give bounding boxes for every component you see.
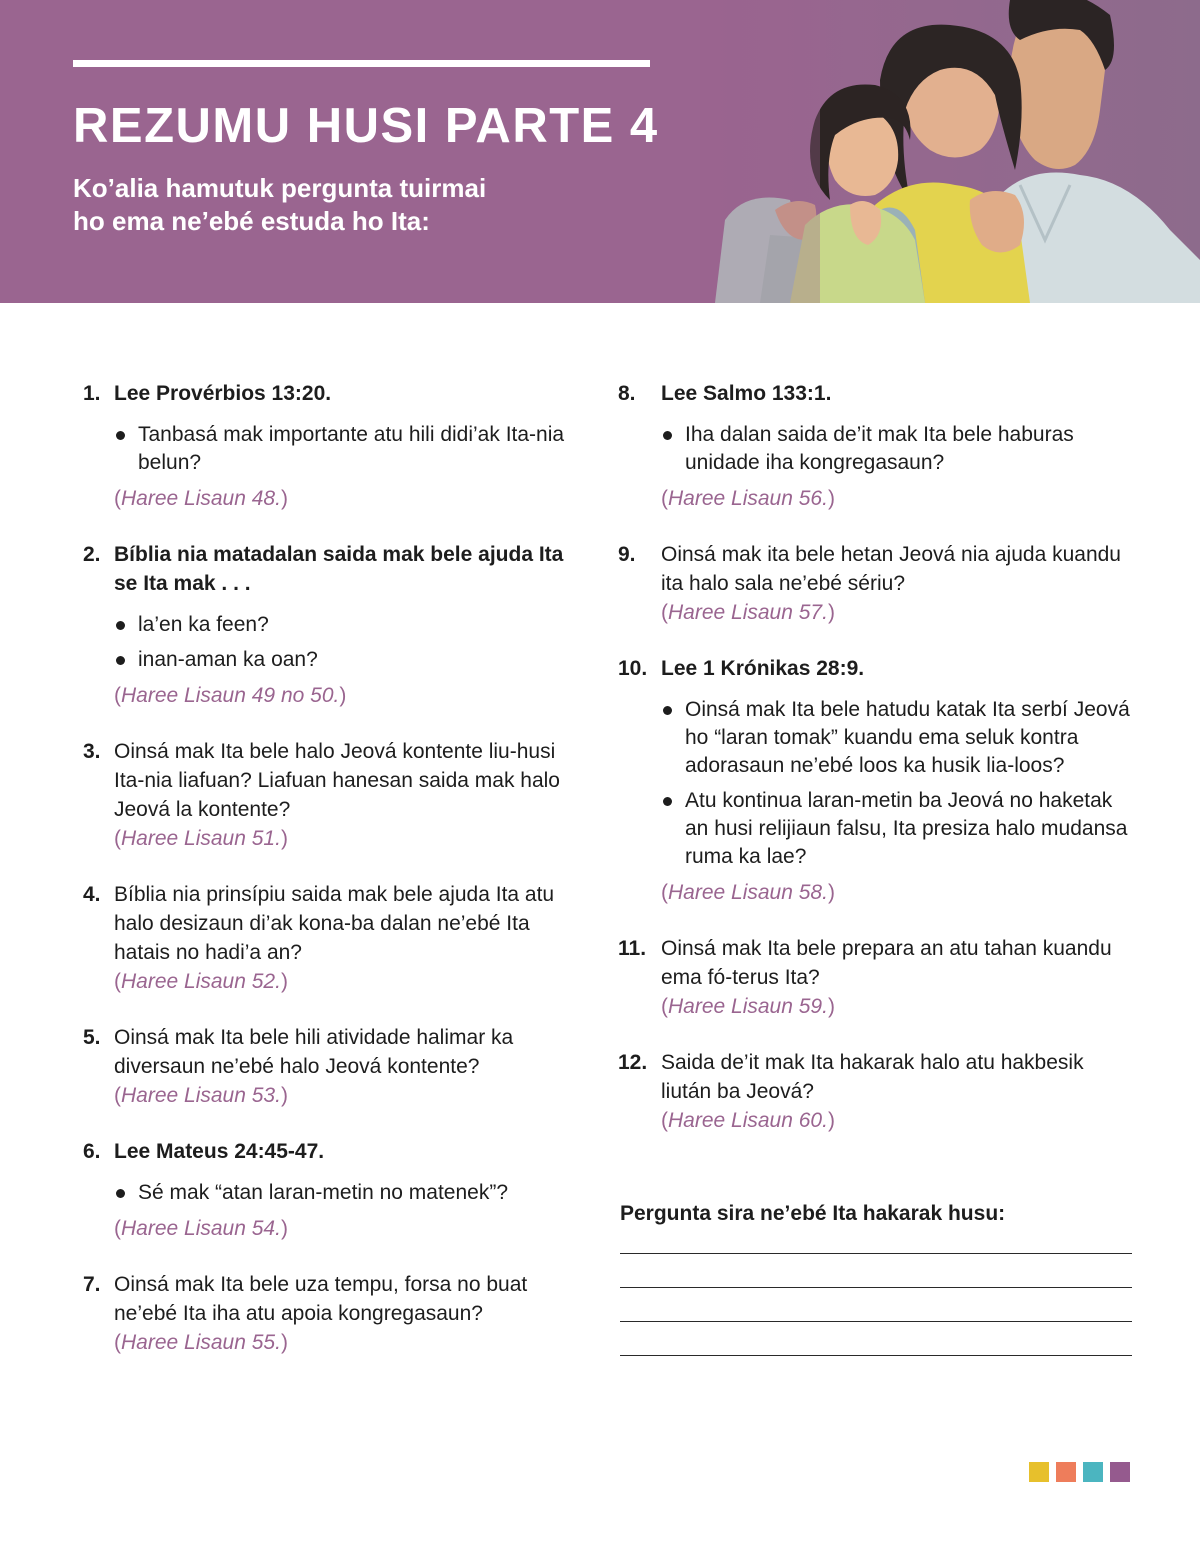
right-column [618, 379, 1138, 1162]
question-number: 10. [618, 657, 648, 680]
lesson-reference [661, 878, 1138, 907]
question-number: 8. [618, 382, 636, 405]
question-item [80, 1270, 580, 1357]
close-paren: ) [827, 1109, 835, 1132]
bullet-text: inan-aman ka oan? [138, 648, 318, 671]
reading-instruction: Lee Mateus 24:45-47. [114, 1140, 325, 1163]
answer-line[interactable] [620, 1321, 1132, 1322]
header-rule [73, 60, 650, 67]
bullet-dot-icon [116, 621, 125, 630]
question-number: 1. [83, 382, 101, 405]
header-banner [0, 0, 1200, 303]
bullet-list [661, 696, 1138, 871]
open-paren: ( [661, 881, 668, 904]
lesson-reference-text: Haree Lisaun 52. [121, 970, 281, 993]
color-squares [1029, 1462, 1130, 1482]
reading-instruction: Bíblia nia matadalan saida mak bele ajuda Ita se Ita mak . . . [114, 543, 564, 595]
open-paren: ( [661, 487, 668, 510]
lesson-reference [114, 824, 580, 853]
subtitle-line: ho ema ne’ebé estuda ho Ita: [73, 206, 430, 236]
bullet-dot-icon [663, 706, 672, 715]
bullet-question [661, 421, 1138, 477]
bullet-dot-icon [663, 797, 672, 806]
lesson-reference-text: Haree Lisaun 56. [668, 487, 828, 510]
answer-line[interactable] [620, 1253, 1132, 1254]
reading-instruction: Lee 1 Krónikas 28:9. [661, 657, 865, 680]
question-item [80, 1137, 580, 1243]
close-paren: ) [827, 487, 835, 510]
bullet-text: la’en ka feen? [138, 613, 269, 636]
family-praying-illustration [700, 0, 1200, 303]
question-number: 6. [83, 1140, 101, 1163]
close-paren: ) [280, 970, 288, 993]
open-paren: ( [114, 1217, 121, 1240]
question-number: 4. [83, 883, 101, 906]
bullet-dot-icon [116, 1189, 125, 1198]
bullet-list [661, 421, 1138, 477]
bullet-question [114, 1179, 580, 1207]
bullet-question [114, 646, 580, 674]
bullet-text: Sé mak “atan laran-metin no matenek”? [138, 1181, 509, 1204]
question-number: 2. [83, 543, 101, 566]
close-paren: ) [827, 995, 835, 1018]
question-text: Bíblia nia prinsípiu saida mak bele ajuda Ita atu halo desizaun di’ak kona-ba dalan ne’ebé Ita hatais no hadi’a an? [114, 883, 555, 964]
subtitle-line: Ko’alia hamutuk pergunta tuirmai [73, 173, 487, 203]
open-paren: ( [114, 1331, 121, 1354]
bullet-list [114, 611, 580, 674]
question-item [618, 1048, 1138, 1135]
close-paren: ) [280, 1217, 288, 1240]
question-item [80, 737, 580, 853]
close-paren: ) [280, 827, 288, 850]
color-square [1110, 1462, 1130, 1482]
lesson-reference [114, 967, 580, 996]
lesson-reference-text: Haree Lisaun 54. [121, 1217, 281, 1240]
lesson-reference-text: Haree Lisaun 57. [668, 601, 828, 624]
lesson-reference-text: Haree Lisaun 48. [121, 487, 281, 510]
left-column [80, 379, 580, 1384]
reading-instruction: Lee Provérbios 13:20. [114, 382, 332, 405]
lesson-reference-text: Haree Lisaun 55. [121, 1331, 281, 1354]
reading-instruction: Lee Salmo 133:1. [661, 382, 832, 405]
close-paren: ) [827, 601, 835, 624]
bullet-dot-icon [663, 431, 672, 440]
lesson-reference [661, 992, 1138, 1021]
bullet-text: Tanbasá mak importante atu hili didi’ak Ita-nia belun? [138, 423, 565, 474]
question-item [80, 379, 580, 513]
question-text: Oinsá mak Ita bele halo Jeová kontente liu-husi Ita-nia liafuan? Liafuan hanesan saida mak halo Jeová la kontente? [114, 740, 560, 821]
open-paren: ( [661, 1109, 668, 1132]
page-title: REZUMU HUSI PARTE 4 [73, 99, 659, 153]
question-number: 9. [618, 543, 636, 566]
question-item [80, 540, 580, 710]
color-square [1029, 1462, 1049, 1482]
question-text: Oinsá mak Ita bele uza tempu, forsa no buat ne’ebé Ita iha atu apoia kongregasaun? [114, 1273, 528, 1325]
bullet-list [114, 421, 580, 477]
question-item [80, 1023, 580, 1110]
question-number: 7. [83, 1273, 101, 1296]
close-paren: ) [280, 1084, 288, 1107]
bullet-dot-icon [116, 431, 125, 440]
question-text: Oinsá mak Ita bele hili atividade halimar ka diversaun ne’ebé halo Jeová kontente? [114, 1026, 514, 1078]
open-paren: ( [661, 601, 668, 624]
lesson-reference-text: Haree Lisaun 58. [668, 881, 828, 904]
open-paren: ( [114, 684, 121, 707]
question-number: 5. [83, 1026, 101, 1049]
open-paren: ( [114, 827, 121, 850]
question-item [80, 880, 580, 996]
bullet-list [114, 1179, 580, 1207]
lesson-reference [114, 681, 580, 710]
color-square [1056, 1462, 1076, 1482]
page-subtitle [73, 172, 593, 238]
bullet-dot-icon [116, 656, 125, 665]
bullet-question [114, 421, 580, 477]
bullet-question [114, 611, 580, 639]
bullet-text: Atu kontinua laran-metin ba Jeová no haketak an husi relijiaun falsu, Ita presiza halo mudansa ruma ka lae? [685, 789, 1128, 868]
open-paren: ( [661, 995, 668, 1018]
lesson-reference [661, 484, 1138, 513]
answer-line[interactable] [620, 1287, 1132, 1288]
lesson-reference-text: Haree Lisaun 59. [668, 995, 828, 1018]
lesson-reference-text: Haree Lisaun 51. [121, 827, 281, 850]
bullet-question [661, 696, 1138, 780]
close-paren: ) [339, 684, 347, 707]
open-paren: ( [114, 970, 121, 993]
question-number: 11. [618, 937, 647, 960]
close-paren: ) [827, 881, 835, 904]
lesson-reference [114, 1214, 580, 1243]
close-paren: ) [280, 487, 288, 510]
answer-line[interactable] [620, 1355, 1132, 1356]
bullet-text: Oinsá mak Ita bele hatudu katak Ita serbí Jeová ho “laran tomak” kuandu ema seluk kontra adorasaun ne’ebé loos ka husik lia-loos? [685, 698, 1130, 777]
lesson-reference-text: Haree Lisaun 49 no 50. [121, 684, 340, 707]
lesson-reference [661, 598, 1138, 627]
question-item [618, 540, 1138, 627]
close-paren: ) [280, 1331, 288, 1354]
lesson-reference-text: Haree Lisaun 53. [121, 1084, 281, 1107]
question-text: Oinsá mak ita bele hetan Jeová nia ajuda kuandu ita halo sala ne’ebé sériu? [661, 543, 1121, 595]
open-paren: ( [114, 1084, 121, 1107]
question-item [618, 379, 1138, 513]
open-paren: ( [114, 487, 121, 510]
question-text: Saida de’it mak Ita hakarak halo atu hakbesik liután ba Jeová? [661, 1051, 1084, 1103]
questions-heading: Pergunta sira ne’ebé Ita hakarak husu: [620, 1202, 1006, 1225]
lesson-reference [114, 1081, 580, 1110]
color-square [1083, 1462, 1103, 1482]
question-number: 12. [618, 1051, 648, 1074]
bullet-question [661, 787, 1138, 871]
question-item [618, 934, 1138, 1021]
question-number: 3. [83, 740, 101, 763]
lesson-reference-text: Haree Lisaun 60. [668, 1109, 828, 1132]
question-text: Oinsá mak Ita bele prepara an atu tahan kuandu ema fó-terus Ita? [661, 937, 1112, 989]
bullet-text: Iha dalan saida de’it mak Ita bele haburas unidade iha kongregasaun? [685, 423, 1074, 474]
lesson-reference [114, 484, 580, 513]
lesson-reference [661, 1106, 1138, 1135]
lesson-reference [114, 1328, 580, 1357]
question-item [618, 654, 1138, 907]
